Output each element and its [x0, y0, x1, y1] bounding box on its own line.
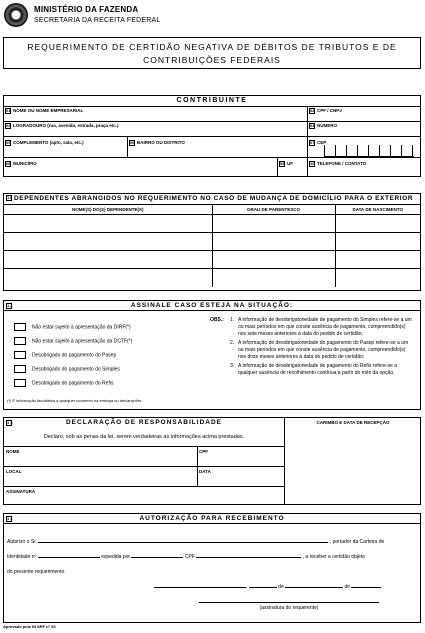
auth-cpf-field[interactable] [196, 557, 301, 558]
ministry-name: MINISTÉRIO DA FAZENDA [34, 5, 139, 14]
cpf-field[interactable]: 02 CPF / CNPJ [310, 108, 342, 114]
cep-field[interactable]: 07 CEP [310, 140, 327, 146]
col-parentesco: GRAU DE PARENTESCO [212, 205, 335, 215]
header [4, 3, 244, 31]
checkbox[interactable] [14, 365, 26, 373]
table-row[interactable] [4, 215, 420, 233]
auth-local-field[interactable] [154, 587, 246, 588]
row-municipio [4, 157, 420, 177]
option-dirf[interactable]: Não estar sujeito à apresentação da DIRF(*) [14, 323, 131, 331]
bairro-field[interactable]: 06 BAIRRO OU DISTRITO [130, 140, 185, 146]
situacao-title: 12 ASSINALE CASO ESTEJA NA SITUAÇÃO: [4, 301, 420, 311]
logradouro-field[interactable]: 03 LOGRADOURO (rua, avenida, estrada, praça etc.) [6, 123, 119, 129]
dependentes-title: 11 DEPENDENTES ABRANGIDOS NO REQUERIMENTO NO CASO DE MUDANÇA DE DOMICÍLIO PARA O EXTERIOR [7, 195, 414, 202]
uf-field[interactable]: 09 UF [280, 161, 293, 167]
auth-year-field[interactable] [351, 587, 381, 588]
secretariat-name: SECRETARIA DA RECEITA FEDERAL [34, 17, 161, 24]
obs-item: 2. A informação de desobrigatoriedade do pagamento do Pasep refere-se a um ou mais períodos em que conste ausência de pagamento, compreendido(s) nos doze meses anteriores à data do pedido de certidão; [230, 340, 409, 360]
table-row[interactable] [4, 269, 420, 287]
decl-row2 [4, 466, 284, 486]
auth-month-field[interactable] [285, 587, 343, 588]
coat-of-arms-icon [4, 3, 28, 27]
decl-local-field[interactable]: LOCAL [6, 469, 22, 474]
decl-row1 [4, 446, 284, 466]
autorizacao-section [3, 513, 421, 623]
declaracao-section [3, 417, 421, 505]
option-simples[interactable]: Desobrigado do pagamento do Simples [14, 365, 120, 373]
expedidor-field[interactable] [131, 557, 183, 558]
auth-date-line: , de de [154, 584, 381, 590]
declaracao-title: 13 DECLARAÇÃO DE RESPONSABILIDADE [7, 419, 223, 426]
option-dctf[interactable]: Não estar sujeito à apresentação da DCTF(*) [14, 337, 132, 345]
row-logradouro [4, 121, 420, 136]
situacao-section [3, 300, 421, 410]
footer-code: Aprovado pela IN SRF nº 93 [3, 624, 56, 629]
table-row[interactable] [4, 251, 420, 269]
form-title-line2: CONTRIBUIÇÕES FEDERAIS [143, 55, 281, 65]
form-title [3, 37, 421, 69]
decl-nome-field[interactable]: NOME [6, 449, 20, 454]
municipio-field[interactable]: 08 MUNICÍPIO [6, 161, 37, 167]
declaracao-text: Declaro, sob as penas da lei, serem verdadeiras as informações acima prestadas. [43, 434, 245, 440]
auth-day-field[interactable] [249, 587, 277, 588]
checkbox[interactable] [14, 337, 26, 345]
col-nome: NOME(S) DO(S) DEPENDENTE(S) [4, 205, 212, 215]
dependentes-section [3, 193, 421, 291]
checkbox[interactable] [14, 379, 26, 387]
cep-boxes[interactable] [324, 145, 414, 157]
col-nascimento: DATA DE NASCIMENTO [335, 205, 420, 215]
signature-line[interactable] [199, 602, 379, 603]
identidade-field[interactable] [38, 557, 100, 558]
row-complemento [4, 136, 420, 157]
row-nome [4, 106, 420, 121]
checkbox[interactable] [14, 351, 26, 359]
option-pasep[interactable]: Desobrigado do pagamento do Pasep [14, 351, 116, 359]
numero-field[interactable]: 04 NÚMERO [310, 123, 337, 129]
form-title-line1: REQUERIMENTO DE CERTIDÃO NEGATIVA DE DÉBITOS DE TRIBUTOS E DE [27, 42, 397, 52]
auth-line1: Autorizo o Sr. , portador da Carteira de [7, 539, 385, 545]
auth-line3: do presente requerimento. [7, 569, 66, 575]
decl-data-field[interactable]: DATA [199, 469, 211, 474]
decl-cpf-field[interactable]: CPF [199, 449, 208, 454]
recepcao-label: CARIMBO E DATA DE RECEPÇÃO [316, 420, 390, 425]
telefone-field[interactable]: 10 TELEFONE / CONTATO [310, 161, 367, 167]
decl-assinatura-field[interactable]: ASSINATURA [6, 489, 36, 494]
signature-label: (assinatura do requerente) [259, 605, 319, 611]
contribuinte-title: CONTRIBUINTE [176, 97, 248, 104]
option-refis[interactable]: Desobrigado do pagamento do Refis [14, 379, 113, 387]
authorized-name-field[interactable] [38, 542, 328, 543]
obs-item: 3. A informação de desobrigatoriedade de pagamento do Refis refere-se a qualquer ausência de recolhimento contínua a partir do mês da opção. [230, 363, 397, 376]
complemento-field[interactable]: 05 COMPLEMENTO (apto, sala, etc.) [6, 140, 84, 146]
decl-row3 [4, 486, 284, 505]
auth-line2: Identidade nº expedida por CPF , a receber a certidão objeto [7, 554, 365, 560]
table-row[interactable] [4, 233, 420, 251]
dependentes-table [4, 204, 420, 287]
situacao-note: (*) É informação facultativa a qualquer momento na entrega ou declarações. [7, 398, 143, 403]
obs-label: OBS.: [210, 317, 224, 323]
obs-item: 1. A informação de desobrigatoriedade de pagamento do Simples refere-se a um ou mais períodos em que conste ausência de pagamento, compreendido(s) nos sete meses anteriores à data do pedido de certidão; [230, 317, 412, 337]
contribuinte-section [3, 95, 421, 177]
autorizacao-title: 14 AUTORIZAÇÃO PARA RECEBIMENTO [4, 514, 420, 524]
nome-field[interactable]: 01 NOME OU NOME EMPRESARIAL [6, 108, 84, 114]
checkbox[interactable] [14, 323, 26, 331]
